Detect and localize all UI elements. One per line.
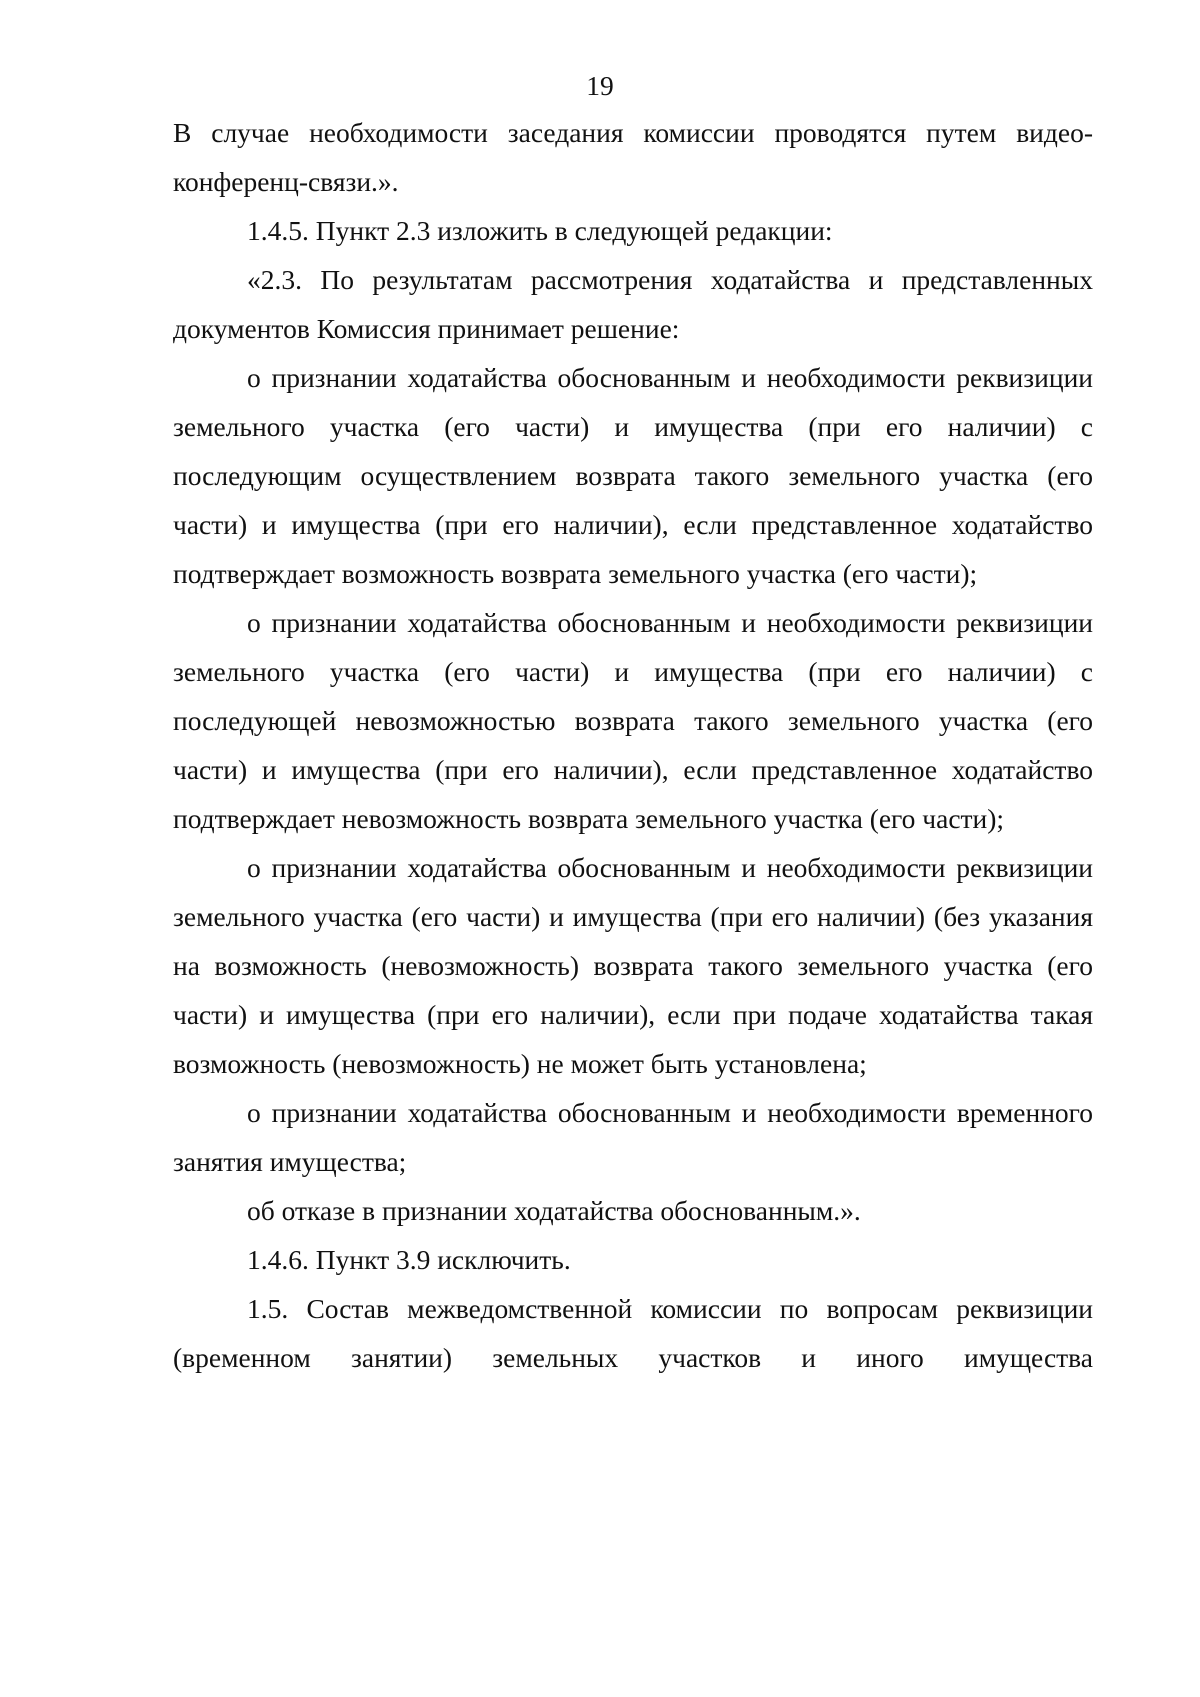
paragraph: об отказе в признании ходатайства обоснованным.». <box>247 1195 861 1226</box>
paragraph: 1.4.5. Пункт 2.3 изложить в следующей редакции: <box>247 215 833 246</box>
page-number: 19 <box>586 70 614 101</box>
paragraph: В случае необходимости заседания комиссии проводятся путем видео-конференц-связи.». <box>173 117 1093 197</box>
paragraph: 1.5. Состав межведомственной комиссии по вопросам реквизиции (временном занятии) земельных участков и иного имущества <box>173 1293 1093 1373</box>
paragraph: о признании ходатайства обоснованным и необходимости временного занятия имущества; <box>173 1097 1093 1177</box>
paragraph: о признании ходатайства обоснованным и необходимости реквизиции земельного участка (его части) и имущества (при его наличии) с последующей невозможностью возврата такого земельного участка (его части) и имущества (при его наличии), если представленное ходатайство подтверждает невозможность возврата земельного участка (его части); <box>173 607 1093 834</box>
paragraph: «2.3. По результатам рассмотрения ходатайства и представленных документов Комиссия принимает решение: <box>173 264 1093 344</box>
paragraph: 1.4.6. Пункт 3.9 исключить. <box>247 1244 571 1275</box>
document-body <box>173 108 1093 1382</box>
paragraph: о признании ходатайства обоснованным и необходимости реквизиции земельного участка (его части) и имущества (при его наличии) (без указания на возможность (невозможность) возврата такого земельного участка (его части) и имущества (при его наличии), если при подаче ходатайства такая возможность (невозможность) не может быть установлена; <box>173 852 1093 1079</box>
paragraph: о признании ходатайства обоснованным и необходимости реквизиции земельного участка (его части) и имущества (при его наличии) с последующим осуществлением возврата такого земельного участка (его части) и имущества (при его наличии), если представленное ходатайство подтверждает возможность возврата земельного участка (его части); <box>173 362 1093 589</box>
